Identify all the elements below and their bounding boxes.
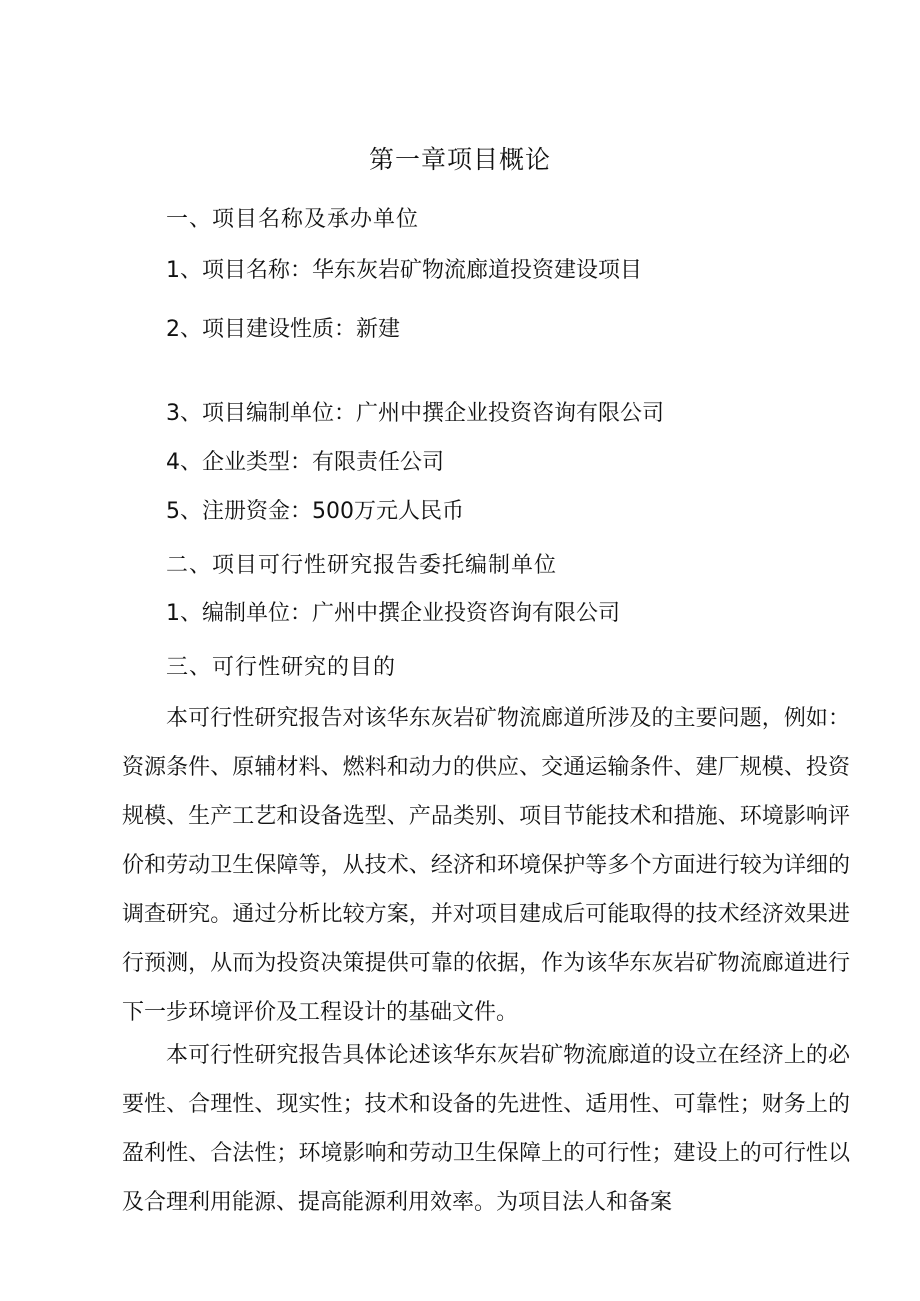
section-heading-2: 二、项目可行性研究报告委托编制单位 bbox=[166, 553, 558, 578]
item-company-type: 4、企业类型：有限责任公司 bbox=[166, 450, 444, 475]
section-heading-1: 一、项目名称及承办单位 bbox=[166, 207, 420, 232]
item-registered-capital: 5、注册资金：500万元人民币 bbox=[166, 499, 464, 524]
item-construction-type: 2、项目建设性质：新建 bbox=[166, 317, 400, 342]
paragraph-purpose-2: 本可行性研究报告具体论述该华东灰岩矿物流廊道的设立在经济上的必要性、合理性、现实性；技术和设备的先进性、适用性、可靠性；财务上的盈利性、合法性；环境影响和劳动卫生保障上的可行性；建设上的可行性以及合理利用能源、提高能源利用效率。为项目法人和备案 bbox=[122, 1043, 850, 1215]
item-project-name: 1、项目名称：华东灰岩矿物流廊道投资建设项目 bbox=[166, 258, 642, 283]
paragraph-purpose-1: 本可行性研究报告对该华东灰岩矿物流廊道所涉及的主要问题，例如：资源条件、原辅材料、燃料和动力的供应、交通运输条件、建厂规模、投资规模、生产工艺和设备选型、产品类别、项目节能技术和措施、环境影响评价和劳动卫生保障等，从技术、经济和环境保护等多个方面进行较为详细的调查研究。通过分析比较方案，并对项目建成后可能取得的技术经济效果进行预测，从而为投资决策提供可靠的依据，作为该华东灰岩矿物流廊道进行下一步环境评价及工程设计的基础文件。 bbox=[122, 706, 850, 1025]
section-heading-3: 三、可行性研究的目的 bbox=[166, 655, 397, 680]
chapter-title: 第一章项目概论 bbox=[368, 145, 551, 174]
item-compiling-unit: 1、编制单位：广州中撰企业投资咨询有限公司 bbox=[166, 601, 620, 626]
item-preparing-unit: 3、项目编制单位：广州中撰企业投资咨询有限公司 bbox=[166, 401, 664, 426]
